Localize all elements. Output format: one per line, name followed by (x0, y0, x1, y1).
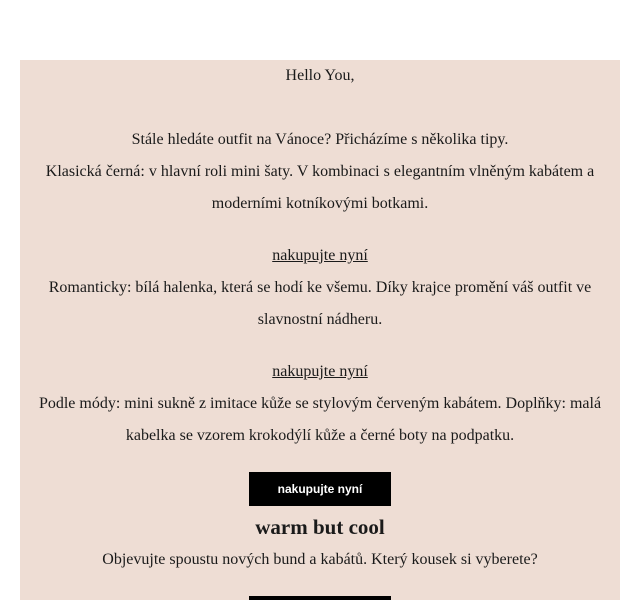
section-title: warm but cool (255, 515, 385, 539)
tip-fashion-text: Podle módy: mini sukně z imitace kůže se stylovým červeným kabátem. Doplňky: malá kabelka se vzorem krokodýlí kůže a černé boty na podpatku. (38, 395, 602, 444)
shop-now-link-wrap-1 (20, 240, 620, 272)
tip-romantic-text: Romanticky: bílá halenka, která se hodí ke všemu. Díky krajce promění váš outfit ve slavnostní nádheru. (48, 279, 592, 328)
second-cta-button[interactable] (249, 596, 391, 600)
tip-classic-black-text: Klasická černá: v hlavní roli mini šaty. V kombinaci s elegantním vlněným kabátem a moderními kotníkovými botkami. (45, 163, 595, 212)
email-body (20, 60, 620, 600)
greeting-text: Hello You, (285, 67, 355, 84)
shop-now-link-1[interactable]: nakupujte nyní (272, 247, 368, 264)
shop-now-button[interactable]: nakupujte nyní (249, 472, 391, 506)
intro-text: Stále hledáte outfit na Vánoce? Přicházíme s několika tipy. (131, 131, 509, 148)
shop-now-link-wrap-2 (20, 356, 620, 388)
shop-now-link-2[interactable]: nakupujte nyní (272, 363, 368, 380)
section-description: Objevujte spoustu nových bund a kabátů. Který kousek si vyberete? (102, 551, 538, 568)
